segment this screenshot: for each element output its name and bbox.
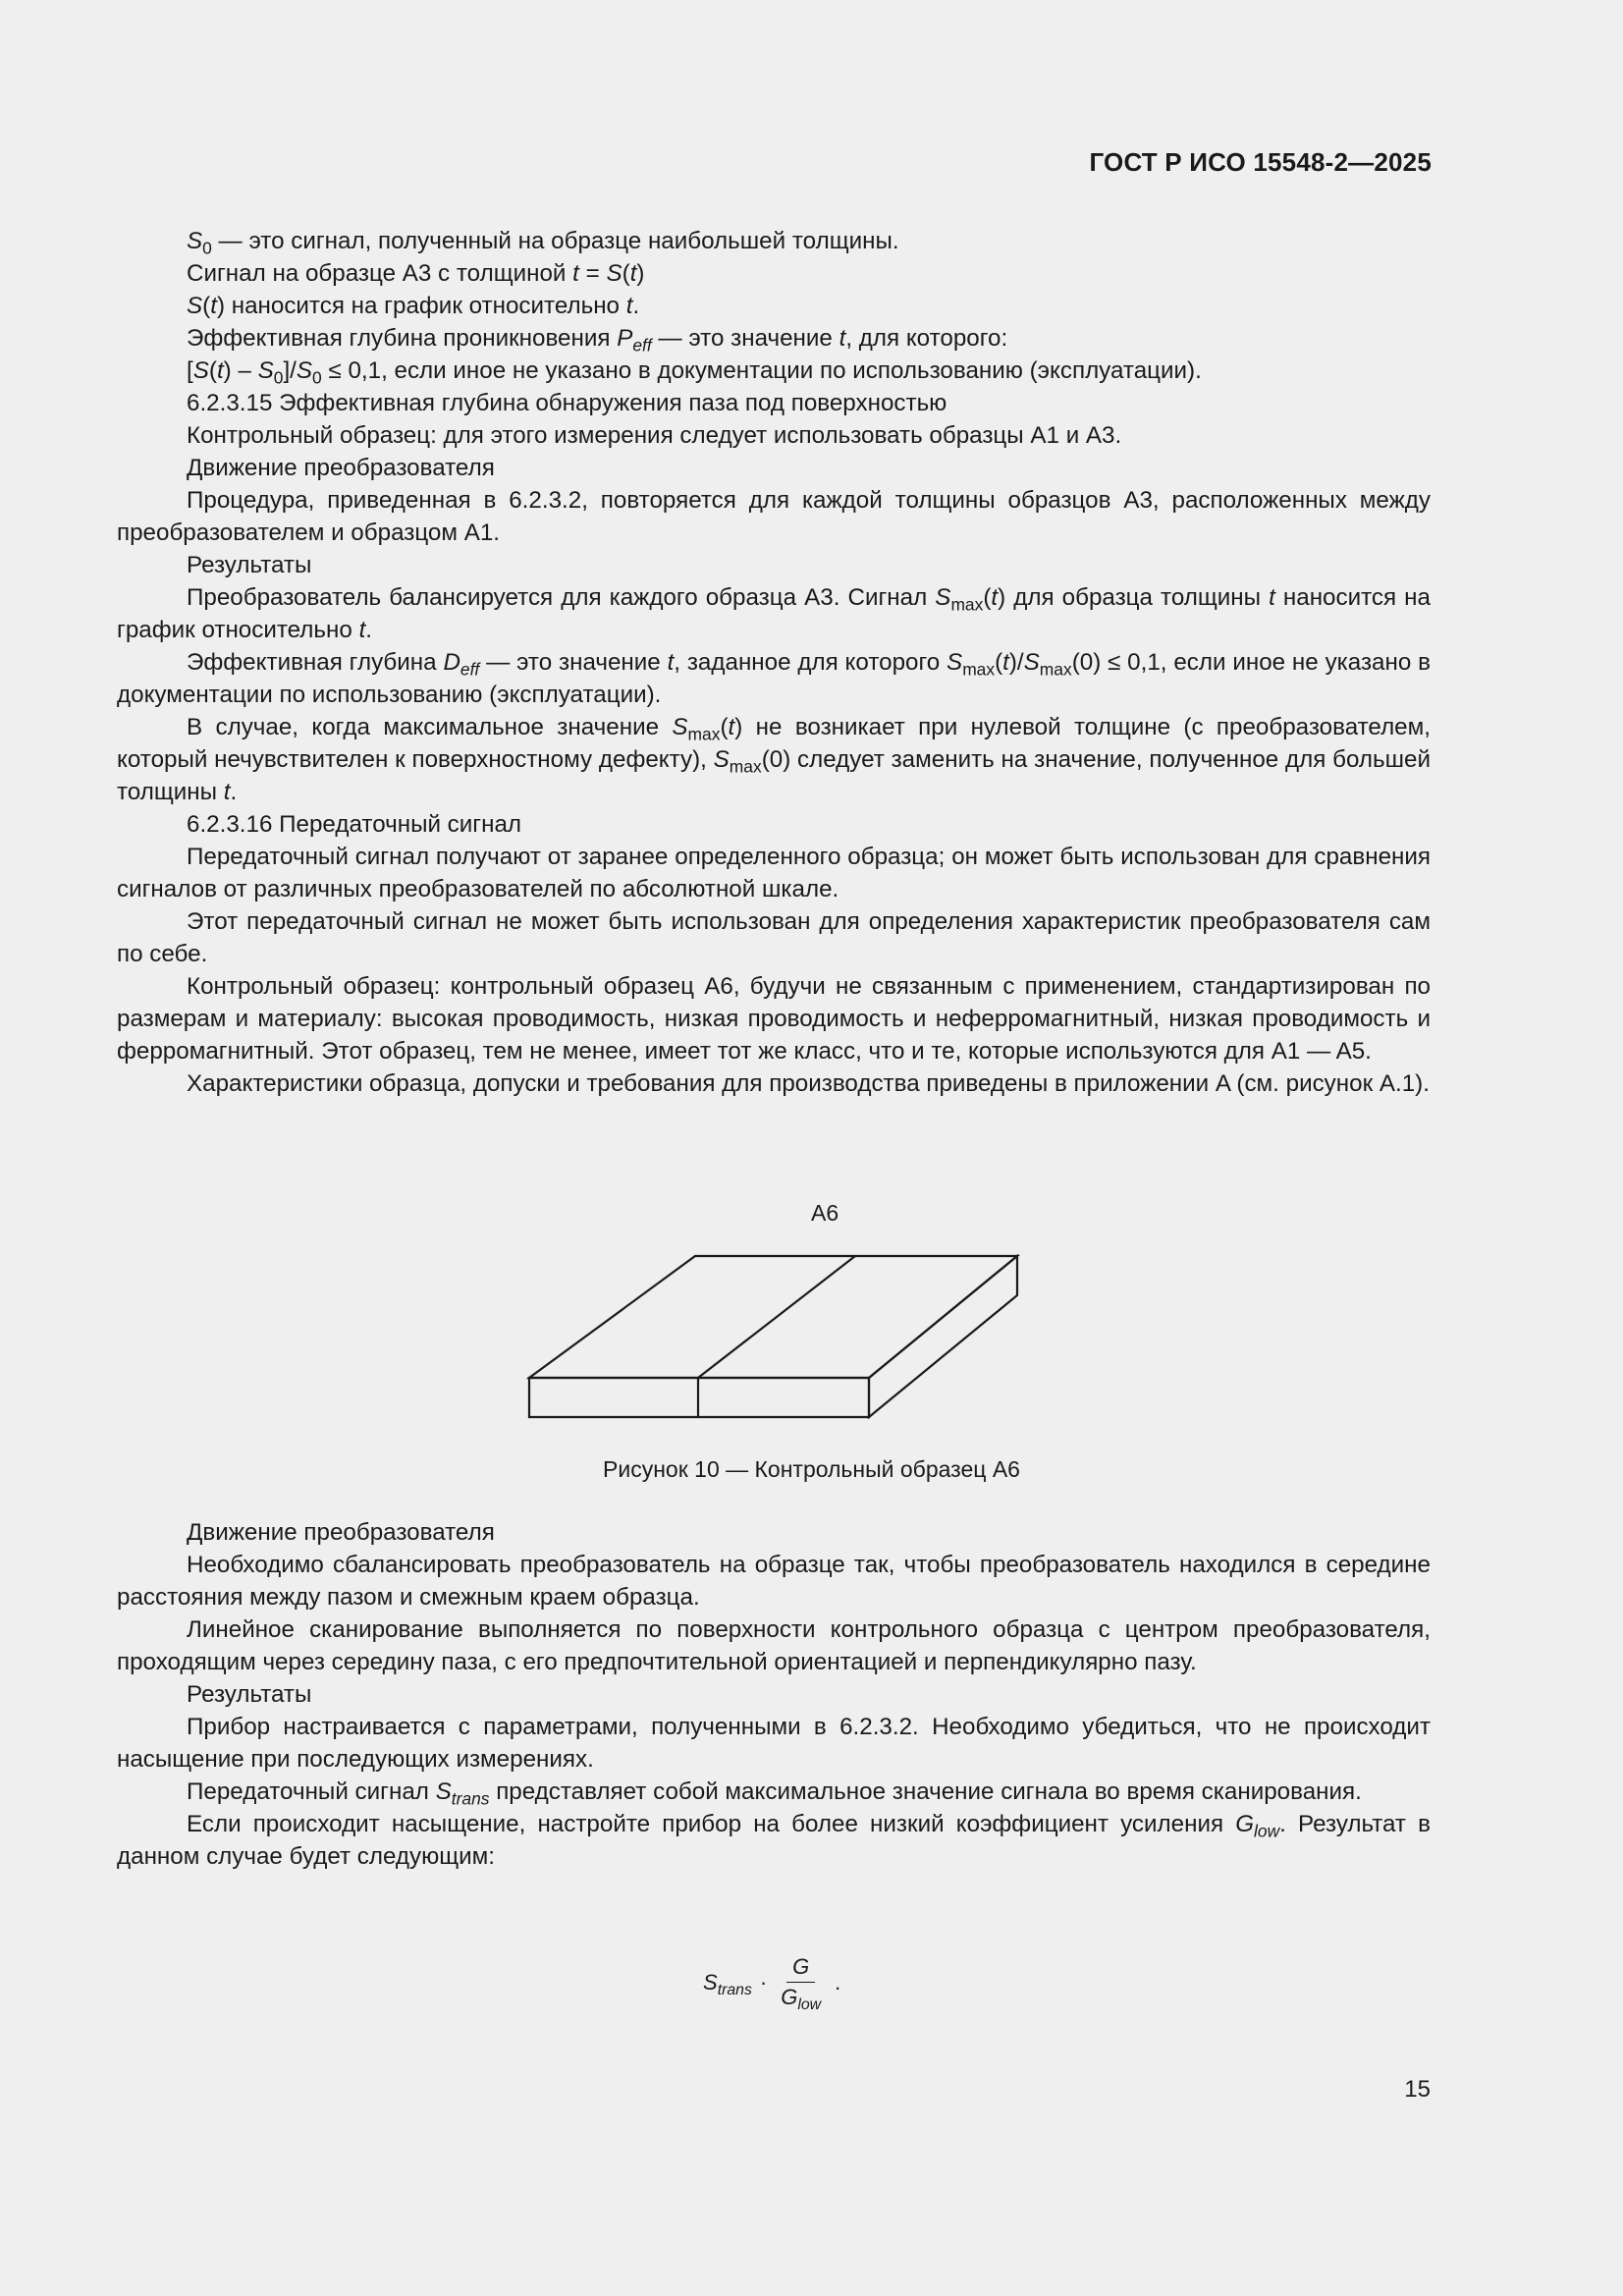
formula-fraction (775, 1954, 827, 2014)
formula-end: . (835, 1969, 841, 1995)
formula-term: $S_{trans}$ (703, 1969, 752, 1998)
subheading: Результаты (187, 1681, 312, 1708)
paragraph: $[S(t) - S_0]/S_0 \le 0,1$, если иное не указано в документации по использованию (эксплуатации). (187, 357, 1202, 388)
paragraph: Эффективная глубина $D_{eff}$ — это значение t, заданное для которого $S_{max}(t)/S_{max}(0) \le 0,1$, если иное не указано в документации по использованию (эксплуатации). (117, 649, 1431, 708)
page-number: 15 (1404, 2076, 1431, 2103)
paragraph: S(t) наносится на график относительно t. (187, 293, 640, 319)
paragraph: Передаточный сигнал $S_{trans}$ представляет собой максимальное значение сигнала во время сканирования. (187, 1778, 1362, 1809)
paragraph: Необходимо сбалансировать преобразователь на образце так, чтобы преобразователь находился в середине расстояния между пазом и смежным краем образца. (117, 1552, 1431, 1611)
paragraph: $S_0$ — это сигнал, полученный на образце наибольшей толщины. (187, 228, 899, 258)
specimen-a6-drawing (520, 1247, 1031, 1434)
specimen-side-face (869, 1256, 1017, 1417)
paragraph: Этот передаточный сигнал не может быть использован для определения характеристик преобразователя сам по себе. (117, 908, 1431, 967)
subheading: Движение преобразователя (187, 455, 495, 481)
subheading: Результаты (187, 552, 312, 578)
section-heading: 6.2.3.15 Эффективная глубина обнаружения паза под поверхностью (187, 390, 947, 416)
document-header: ГОСТ Р ИСО 15548-2—2025 (1089, 147, 1432, 177)
paragraph: Передаточный сигнал получают от заранее определенного образца; он может быть использован для сравнения сигналов от различных преобразователей по абсолютной шкале. (117, 844, 1431, 902)
fraction-denominator: $G_{low}$ (781, 1985, 822, 2014)
paragraph: Если происходит насыщение, настройте прибор на более низкий коэффициент усиления $G_{low}$. Результат в данном случае будет следующим: (117, 1811, 1431, 1870)
paragraph: Характеристики образца, допуски и требования для производства приведены в приложении A (см. рисунок A.1). (187, 1070, 1430, 1097)
paragraph: Контрольный образец: для этого измерения следует использовать образцы A1 и A3. (187, 422, 1122, 449)
paragraph: Сигнал на образце A3 с толщиной t = S(t) (187, 260, 645, 287)
gain-correction-formula (703, 1954, 841, 2014)
formula-dot: · (759, 1969, 768, 1995)
paragraph: Контрольный образец: контрольный образец A6, будучи не связанным с применением, стандартизирован по размерам и материалу: высокая проводимость, низкая проводимость и неферромагнитный, низкая проводимость и ферромагнитный. Этот образец, тем не менее, имеет тот же класс, что и те, которые используются для A1 — A5. (117, 973, 1431, 1065)
section-heading: 6.2.3.16 Передаточный сигнал (187, 811, 522, 838)
paragraph: Процедура, приведенная в 6.2.3.2, повторяется для каждой толщины образцов A3, расположенных между преобразователем и образцом A1. (117, 487, 1431, 546)
paragraph: Преобразователь балансируется для каждого образца A3. Сигнал $S_{max}(t)$ для образца толщины t наносится на график относительно t. (117, 584, 1431, 643)
fraction-numerator: G (786, 1954, 815, 1983)
body-text-lower (117, 1516, 1431, 1873)
specimen-slot-line (698, 1256, 855, 1378)
figure-label: A6 (811, 1200, 839, 1226)
body-text-upper (117, 225, 1431, 1100)
paragraph: Линейное сканирование выполняется по поверхности контрольного образца с центром преобразователя, проходящим через середину паза, с его предпочтительной ориентацией и перпендикулярно пазу. (117, 1616, 1431, 1675)
subheading: Движение преобразователя (187, 1519, 495, 1546)
paragraph: Эффективная глубина проникновения $P_{eff}$ — это значение t, для которого: (187, 325, 1008, 355)
paragraph: В случае, когда максимальное значение $S_{max}(t)$ не возникает при нулевой толщине (с преобразователем, который нечувствителен к поверхностному дефекту), $S_{max}(0)$ следует заменить на значение, полученное для большей толщины t. (117, 714, 1431, 805)
paragraph: Прибор настраивается с параметрами, полученными в 6.2.3.2. Необходимо убедиться, что не происходит насыщение при последующих измерениях. (117, 1714, 1431, 1773)
figure-caption: Рисунок 10 — Контрольный образец A6 (603, 1456, 1020, 1482)
